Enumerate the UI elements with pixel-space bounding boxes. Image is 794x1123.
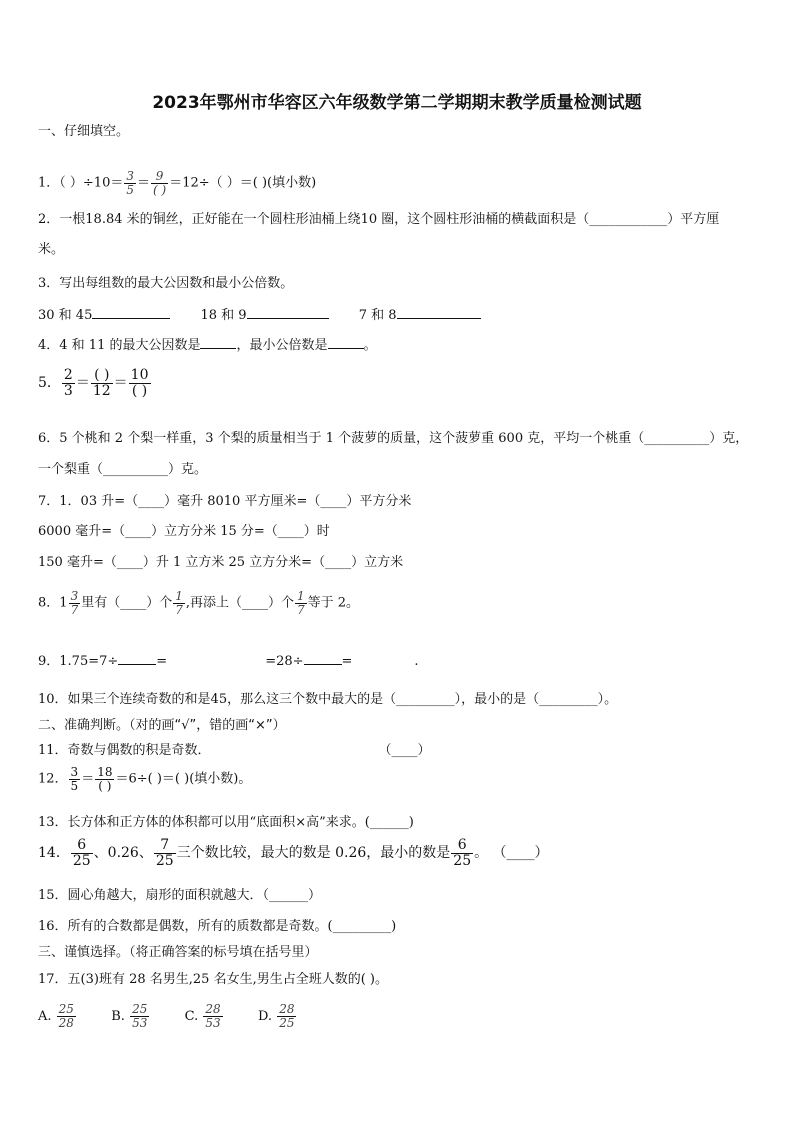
fraction: $\frac{3}{5}$ xyxy=(70,765,79,793)
question-7-line-1: 7．1．03 升=（____）毫升 8010 平方厘米=（____）平方分米 xyxy=(38,494,412,509)
question-15: 15．圆心角越大，扇形的面积就越大．（______） xyxy=(38,888,322,903)
question-8: 8．1 $\frac{3}{7}$ 里有（____）个 $\frac{1}{7}$ ,再添上（____）个 $\frac{1}{7}$ 等于 2。 xyxy=(38,589,360,617)
question-5: 5． $\frac{2}{3}$ ＝ $\frac{( )}{12}$ ＝ $\frac{10}{( )}$ xyxy=(38,367,149,399)
question-14: 14． $\frac{6}{25}$ 、0.26、 $\frac{7}{25}$ 三个数比较，最大的数是 0.26，最小的数是 $\frac{6}{25}$ 。 （____） xyxy=(38,837,549,869)
fraction: $\frac{1}{7}$ xyxy=(297,589,305,617)
section-heading-2: 二、准确判断。（对的画“√”，错的画“×”） xyxy=(38,718,286,733)
fraction: $\frac{( )}{12}$ xyxy=(92,367,111,399)
question-7-line-3: 150 毫升=（____）升 1 立方米 25 立方分米=（____）立方米 xyxy=(38,555,404,570)
option-c: C. $\frac{28}{53}$ xyxy=(184,1002,221,1030)
fraction: $\frac{3}{5}$ xyxy=(126,169,134,197)
section-heading-3: 三、谨慎选择。（将正确答案的标号填在括号里） xyxy=(38,945,318,960)
fraction: $\frac{2}{3}$ xyxy=(63,367,73,399)
question-6-line-1: 6．5 个桃和 2 个梨一样重，3 个梨的质量相当于 1 个菠萝的质量，这个菠萝重 600 克，平均一个桃重（__________）克， xyxy=(38,431,749,446)
fraction: $\frac{1}{7}$ xyxy=(175,589,183,617)
question-7-line-2: 6000 毫升=（____）立方分米 15 分=（____）时 xyxy=(38,524,330,539)
fraction: $\frac{9}{( )}$ xyxy=(153,169,167,197)
question-4: 4．4 和 11 的最大公因数是 ，最小公倍数是 。 xyxy=(38,338,377,353)
fraction: $\frac{28}{53}$ xyxy=(205,1002,221,1030)
fraction: $\frac{18}{( )}$ xyxy=(97,765,113,793)
fraction: $\frac{3}{7}$ xyxy=(70,589,79,617)
section-heading-1: 一、仔细填空。 xyxy=(38,124,130,139)
fraction: $\frac{10}{( )}$ xyxy=(130,367,149,399)
fraction: $\frac{7}{25}$ xyxy=(155,837,174,869)
fraction: $\frac{28}{25}$ xyxy=(279,1002,295,1030)
option-d: D. $\frac{28}{25}$ xyxy=(257,1002,295,1030)
question-11: 11．奇数与偶数的积是奇数． （____） xyxy=(38,743,431,758)
question-12: 12． $\frac{3}{5}$ ＝ $\frac{18}{( )}$ ＝6÷( )＝( )(填小数)。 xyxy=(38,765,252,793)
question-2-line-2: 米。 xyxy=(38,242,65,257)
question-2-line-1: 2．一根18.84 米的铜丝，正好能在一个圆柱形油桶上绕10 圈，这个圆柱形油桶的横截面积是（____________）平方厘 xyxy=(38,212,720,227)
fraction: $\frac{6}{25}$ xyxy=(453,837,472,869)
question-3-answers: 30 和 45 18 和 9 7 和 8 xyxy=(38,304,481,323)
option-b: B. $\frac{25}{53}$ xyxy=(111,1002,148,1030)
question-13: 13．长方体和正方体的体积都可以用“底面积×高”来求。(______) xyxy=(38,815,414,830)
option-a: A. $\frac{25}{28}$ xyxy=(38,1002,74,1030)
question-1: 1．（ ）÷10＝ $\frac{3}{5}$ ＝ $\frac{9}{( )}$ ＝12÷（ ）＝( )(填小数) xyxy=(38,169,317,197)
question-10: 10．如果三个连续奇数的和是45，那么这三个数中最大的是（_________），最小的是（_________）。 xyxy=(38,692,618,707)
page-title: 2023年鄂州市华容区六年级数学第二学期期末教学质量检测试题 xyxy=(152,93,642,113)
fraction: $\frac{25}{28}$ xyxy=(58,1002,74,1030)
question-17: 17．五(3)班有 28 名男生,25 名女生,男生占全班人数的( )。 xyxy=(38,972,388,987)
question-6-line-2: 一个梨重（__________）克。 xyxy=(38,462,208,477)
question-16: 16．所有的合数都是偶数，所有的质数都是奇数。(_________) xyxy=(38,919,397,934)
question-3: 3．写出每组数的最大公因数和最小公倍数。 xyxy=(38,276,294,291)
question-17-options xyxy=(38,1003,297,1029)
question-9: 9．1.75=7÷ = =28÷ = . xyxy=(38,654,419,669)
fraction: $\frac{6}{25}$ xyxy=(72,837,91,869)
fraction: $\frac{25}{53}$ xyxy=(132,1002,148,1030)
